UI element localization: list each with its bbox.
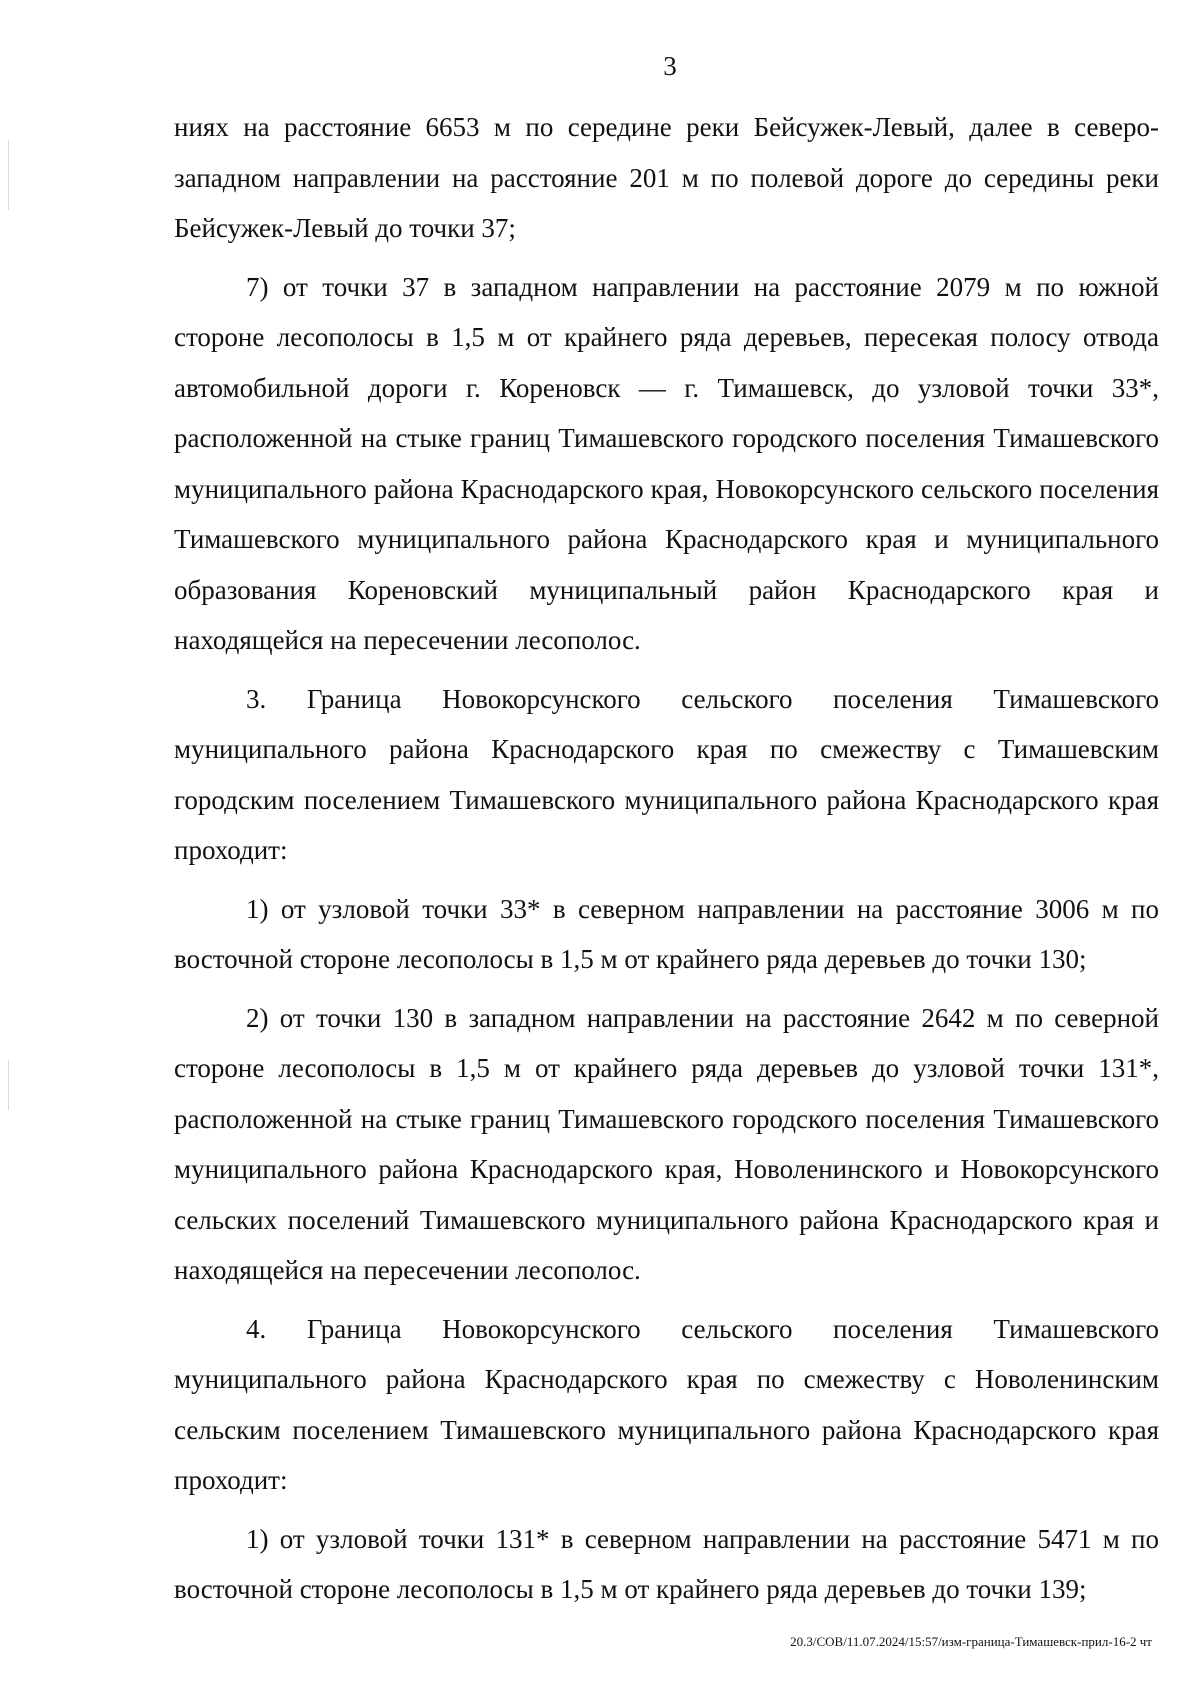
paragraph-item-7: 7) от точки 37 в западном направлении на расстояние 2079 м по южной стороне лесополосы в 1,5 м от крайнего ряда деревьев, пересекая полосу отвода автомобильной дороги г. Кореновск — г. Тимашевск, до узловой точки 33*, расположенной на стыке границ Тимашевского городского поселения Тимашевского муниципального района Краснодарского края, Новокорсунского сельского поселения Тимашевского муниципального района Краснодарского края и муниципального образования Кореновский муниципальный район Краснодарского края и находящейся на пересечении лесополос.: [174, 271, 1159, 655]
document-body: [174, 102, 1159, 1615]
document-footer-code: 20.3/СОВ/11.07.2024/15:57/изм-граница-Тимашевск-прил-16-2 чт: [790, 1634, 1152, 1649]
paragraph-section-4-item-1: 1) от узловой точки 131* в северном направлении на расстояние 5471 м по восточной стороне лесополосы в 1,5 м от крайнего ряда деревьев до точки 139;: [174, 1523, 1159, 1604]
paragraph-section-3-item-2: 2) от точки 130 в западном направлении на расстояние 2642 м по северной стороне лесополосы в 1,5 м от крайнего ряда деревьев до узловой точки 131*, расположенной на стыке границ Тимашевского городского поселения Тимашевского муниципального района Краснодарского края, Новоленинского и Новокорсунского сельских поселений Тимашевского муниципального района Краснодарского края и находящейся на пересечении лесополос.: [174, 1002, 1159, 1285]
paragraph-section-4: 4. Граница Новокорсунского сельского поселения Тимашевского муниципального района Краснодарского края по смежеству с Новоленинским сельским поселением Тимашевского муниципального района Краснодарского края проходит:: [174, 1313, 1159, 1495]
page-number: 3: [663, 51, 677, 81]
paragraph-section-3: 3. Граница Новокорсунского сельского поселения Тимашевского муниципального района Краснодарского края по смежеству с Тимашевским городским поселением Тимашевского муниципального района Краснодарского края проходит:: [174, 683, 1159, 865]
scan-edge-mark: [8, 140, 9, 210]
scan-edge-mark: [8, 1060, 9, 1110]
paragraph-continuation: ниях на расстояние 6653 м по середине реки Бейсужек-Левый, далее в северо-западном направлении на расстояние 201 м по полевой дороге до середины реки Бейсужек-Левый до точки 37;: [174, 112, 1159, 243]
paragraph-section-3-item-1: 1) от узловой точки 33* в северном направлении на расстояние 3006 м по восточной стороне лесополосы в 1,5 м от крайнего ряда деревьев до точки 130;: [174, 893, 1159, 974]
